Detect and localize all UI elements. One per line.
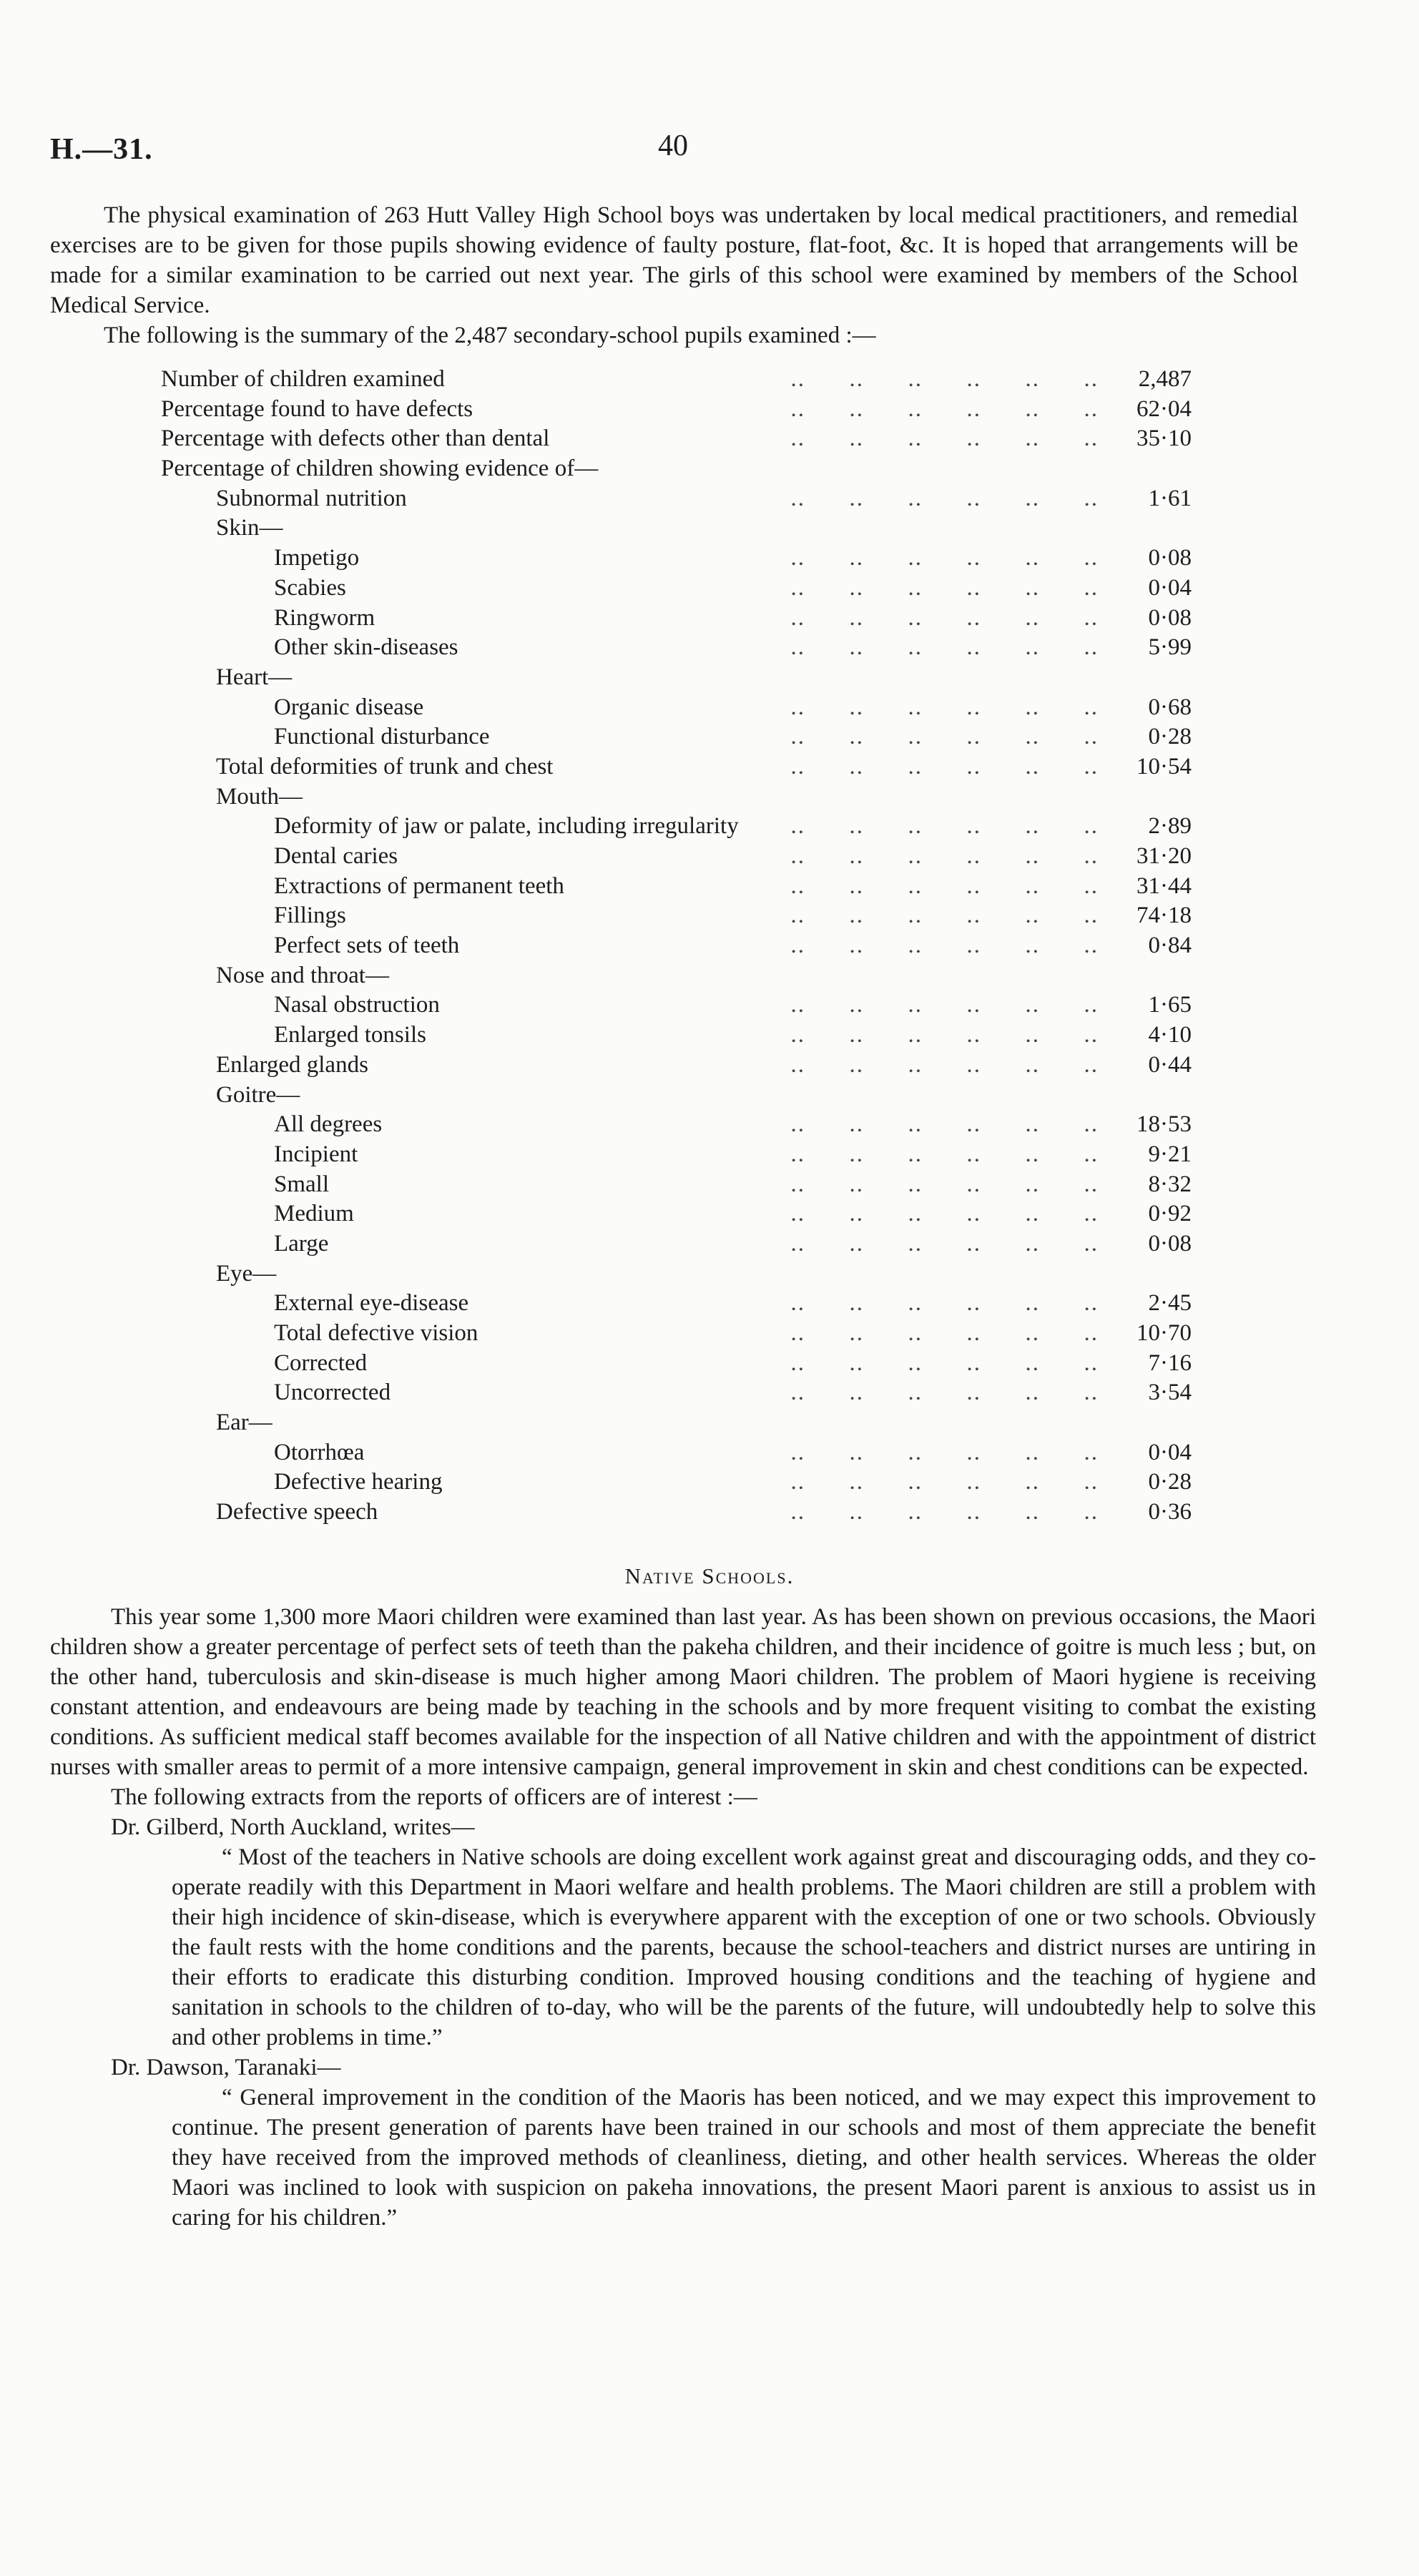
row-label: Corrected — [274, 1350, 368, 1376]
native-schools-paragraph: This year some 1,300 more Maori children were examined than last year. As has been shown on previous occasions, the Maori children show a greater percentage of perfect sets of teeth than the pakeha children, and their incidence of goitre is much less ; but, on the other hand, tuberculosis and skin-disease is much higher among Maori children. The problem of Maori hygiene is receiving constant attention, and endeavours are being made by teaching in the schools and by more frequent visiting to combat the existing conditions. As sufficient medical staff becomes available for the inspection of all Native children and with the appointment of district nurses with smaller areas to permit of a more intensive campaign, general improvement in skin and chest conditions can be expected. — [50, 1604, 1316, 1780]
leader-dots: .. .. .. .. .. .. — [790, 1201, 1099, 1227]
row-value: 62·04 — [1136, 395, 1192, 422]
row-label: Heart— — [216, 664, 293, 690]
table-row — [0, 395, 1419, 425]
row-value: 0·08 — [1148, 1230, 1192, 1257]
row-label: Scabies — [274, 574, 346, 601]
row-label: Perfect sets of teeth — [274, 933, 460, 959]
summary-lead-in: The following is the summary of the 2,487 secondary-school pupils examined :— — [104, 323, 876, 348]
row-label: Small — [274, 1171, 330, 1197]
row-value: 0·68 — [1148, 694, 1192, 720]
summary-table — [0, 365, 1419, 1528]
leader-dots: .. .. .. .. .. .. — [790, 1141, 1099, 1167]
table-row — [0, 872, 1419, 902]
table-row — [0, 842, 1419, 872]
row-label: Ear— — [216, 1410, 272, 1436]
table-row — [0, 1438, 1419, 1468]
row-label: Otorrhœa — [274, 1439, 365, 1465]
leader-dots: .. .. .. .. .. .. — [790, 366, 1099, 392]
row-value: 35·10 — [1136, 426, 1192, 452]
table-row — [0, 1468, 1419, 1498]
table-row — [0, 365, 1419, 395]
row-value: 2,487 — [1138, 366, 1192, 392]
row-value: 0·84 — [1148, 933, 1192, 959]
row-label: Other skin-diseases — [274, 634, 458, 661]
leader-dots: .. .. .. .. .. .. — [790, 1350, 1099, 1376]
row-label: Number of children examined — [161, 366, 445, 392]
table-row — [0, 990, 1419, 1021]
row-label: Nasal obstruction — [274, 992, 440, 1018]
leader-dots: .. .. .. .. .. .. — [790, 1022, 1099, 1048]
leader-dots: .. .. .. .. .. .. — [790, 485, 1099, 511]
row-value: 0·08 — [1148, 545, 1192, 571]
table-row — [0, 484, 1419, 514]
leader-dots: .. .. .. .. .. .. — [790, 1290, 1099, 1317]
row-value: 10·70 — [1136, 1320, 1192, 1346]
table-row — [0, 1051, 1419, 1081]
leader-dots: .. .. .. .. .. .. — [790, 574, 1099, 601]
row-value: 7·16 — [1148, 1350, 1192, 1376]
leader-dots: .. .. .. .. .. .. — [790, 1439, 1099, 1465]
row-value: 10·54 — [1136, 753, 1192, 780]
leader-dots: .. .. .. .. .. .. — [790, 1380, 1099, 1406]
row-value: 31·20 — [1136, 843, 1192, 869]
row-label: Goitre— — [216, 1081, 300, 1108]
leader-dots: .. .. .. .. .. .. — [790, 1230, 1099, 1257]
table-row — [0, 1259, 1419, 1289]
doctor-quote: “ Most of the teachers in Native schools are doing excellent work against great and discouraging odds, and they co-operate readily with this Department in Maori welfare and health problems. The Maori children are still a problem with their high incidence of skin-disease, which is everywhere apparent with the exception of one or two schools. Obviously the fault rests with the home conditions and the parents, because the school-teachers and district nurses are untiring in their efforts to eradicate this disturbing condition. Improved housing conditions and the teaching of hygiene and sanitation in schools to the children of to-day, who will be the parents of the future, will undoubtedly help to solve this and other problems in time.” — [172, 1844, 1316, 2050]
table-row — [0, 901, 1419, 931]
row-label: Enlarged glands — [216, 1051, 368, 1078]
table-row — [0, 931, 1419, 961]
row-label: Total defective vision — [274, 1320, 478, 1346]
row-label: Mouth— — [216, 783, 303, 810]
leader-dots: .. .. .. .. .. .. — [790, 933, 1099, 959]
leader-dots: .. .. .. .. .. .. — [790, 1499, 1099, 1525]
row-value: 2·89 — [1148, 813, 1192, 840]
row-label: Uncorrected — [274, 1380, 391, 1406]
row-value: 0·92 — [1148, 1201, 1192, 1227]
leader-dots: .. .. .. .. .. .. — [790, 724, 1099, 750]
row-label: Medium — [274, 1201, 354, 1227]
row-value: 1·65 — [1148, 992, 1192, 1018]
native-schools-section — [50, 1602, 1316, 2233]
row-label: Dental caries — [274, 843, 398, 869]
table-row — [0, 513, 1419, 544]
row-value: 1·61 — [1148, 485, 1192, 511]
table-row — [0, 961, 1419, 991]
leader-dots: .. .. .. .. .. .. — [790, 753, 1099, 780]
table-row — [0, 1498, 1419, 1528]
table-row — [0, 424, 1419, 454]
row-label: Subnormal nutrition — [216, 485, 407, 511]
table-row — [0, 604, 1419, 634]
row-label: Eye— — [216, 1260, 277, 1287]
page-number: 40 — [658, 129, 688, 162]
row-label: Total deformities of trunk and chest — [216, 753, 554, 780]
row-value: 0·04 — [1148, 574, 1192, 601]
table-row — [0, 1289, 1419, 1319]
intro-paragraph: The physical examination of 263 Hutt Valley High School boys was undertaken by local medical practitioners, and remedial exercises are to be given for those pupils showing evidence of faulty posture, flat-foot, &c. It is hoped that arrangements will be made for a similar examination to be carried out next year. The girls of this school were examined by members of the School Medical Service. — [50, 202, 1298, 318]
row-label: Percentage with defects other than dental — [161, 426, 550, 452]
row-value: 4·10 — [1148, 1022, 1192, 1048]
leader-dots: .. .. .. .. .. .. — [790, 1469, 1099, 1495]
row-value: 9·21 — [1148, 1141, 1192, 1167]
row-label: Percentage of children showing evidence of— — [161, 456, 599, 482]
table-row — [0, 633, 1419, 663]
table-row — [0, 544, 1419, 574]
row-label: Ringworm — [274, 604, 375, 631]
table-row — [0, 1110, 1419, 1140]
table-row — [0, 454, 1419, 484]
table-row — [0, 752, 1419, 782]
row-label: Percentage found to have defects — [161, 395, 473, 422]
row-label: Large — [274, 1230, 329, 1257]
row-value: 0·28 — [1148, 1469, 1192, 1495]
row-label: Impetigo — [274, 545, 360, 571]
section-heading-native-schools: Native Schools. — [624, 1563, 795, 1588]
table-row — [0, 1170, 1419, 1200]
table-row — [0, 1349, 1419, 1379]
row-label: Defective speech — [216, 1499, 378, 1525]
leader-dots: .. .. .. .. .. .. — [790, 843, 1099, 869]
row-value: 0·36 — [1148, 1499, 1192, 1525]
table-row — [0, 574, 1419, 604]
leader-dots: .. .. .. .. .. .. — [790, 694, 1099, 720]
leader-dots: .. .. .. .. .. .. — [790, 992, 1099, 1018]
row-value: 0·08 — [1148, 604, 1192, 631]
row-label: Organic disease — [274, 694, 424, 720]
table-row — [0, 1229, 1419, 1259]
row-label: Extractions of permanent teeth — [274, 872, 564, 899]
row-label: Functional disturbance — [274, 724, 490, 750]
table-row — [0, 693, 1419, 723]
row-value: 8·32 — [1148, 1171, 1192, 1197]
leader-dots: .. .. .. .. .. .. — [790, 1320, 1099, 1346]
row-value: 0·04 — [1148, 1439, 1192, 1465]
table-row — [0, 782, 1419, 812]
table-row — [0, 663, 1419, 693]
leader-dots: .. .. .. .. .. .. — [790, 634, 1099, 661]
row-label: Nose and throat— — [216, 962, 389, 988]
table-row — [0, 1378, 1419, 1408]
leader-dots: .. .. .. .. .. .. — [790, 604, 1099, 631]
leader-dots: .. .. .. .. .. .. — [790, 426, 1099, 452]
table-row — [0, 1319, 1419, 1349]
table-row — [0, 1081, 1419, 1111]
row-label: All degrees — [274, 1111, 383, 1138]
row-value: 2·45 — [1148, 1290, 1192, 1317]
leader-dots: .. .. .. .. .. .. — [790, 1171, 1099, 1197]
extracts-intro: The following extracts from the reports of officers are of interest :— — [111, 1784, 757, 1810]
row-label: Skin— — [216, 515, 283, 541]
leader-dots: .. .. .. .. .. .. — [790, 1111, 1099, 1138]
doctor-attribution: Dr. Dawson, Taranaki— — [111, 2055, 341, 2080]
row-value: 3·54 — [1148, 1380, 1192, 1406]
leader-dots: .. .. .. .. .. .. — [790, 903, 1099, 929]
report-reference: H.—31. — [50, 133, 153, 166]
row-value: 0·44 — [1148, 1051, 1192, 1078]
row-label: Defective hearing — [274, 1469, 443, 1495]
leader-dots: .. .. .. .. .. .. — [790, 872, 1099, 899]
table-row — [0, 1199, 1419, 1229]
row-label: Incipient — [274, 1141, 358, 1167]
row-label: Fillings — [274, 903, 346, 929]
table-row — [0, 812, 1419, 842]
intro-section — [50, 200, 1298, 350]
row-label: External eye-disease — [274, 1290, 469, 1317]
doctor-attribution: Dr. Gilberd, North Auckland, writes— — [111, 1814, 475, 1840]
row-value: 18·53 — [1136, 1111, 1192, 1138]
leader-dots: .. .. .. .. .. .. — [790, 1051, 1099, 1078]
row-value: 31·44 — [1136, 872, 1192, 899]
table-row — [0, 1021, 1419, 1051]
leader-dots: .. .. .. .. .. .. — [790, 545, 1099, 571]
row-value: 0·28 — [1148, 724, 1192, 750]
table-row — [0, 1140, 1419, 1170]
row-label: Deformity of jaw or palate, including irregularity — [274, 813, 739, 840]
row-value: 74·18 — [1136, 903, 1192, 929]
leader-dots: .. .. .. .. .. .. — [790, 813, 1099, 840]
table-row — [0, 1408, 1419, 1438]
row-value: 5·99 — [1148, 634, 1192, 661]
doctor-quote: “ General improvement in the condition of the Maoris has been noticed, and we may expect this improvement to continue. The present generation of parents have been trained in our schools and most of them appreciate the benefit they have received from the improved methods of cleanliness, dieting, and other health services. Whereas the older Maori was inclined to look with suspicion on pakeha innovations, the present Maori parent is anxious to assist us in caring for his children.” — [172, 2085, 1316, 2231]
row-label: Enlarged tonsils — [274, 1022, 426, 1048]
table-row — [0, 722, 1419, 752]
leader-dots: .. .. .. .. .. .. — [790, 395, 1099, 422]
